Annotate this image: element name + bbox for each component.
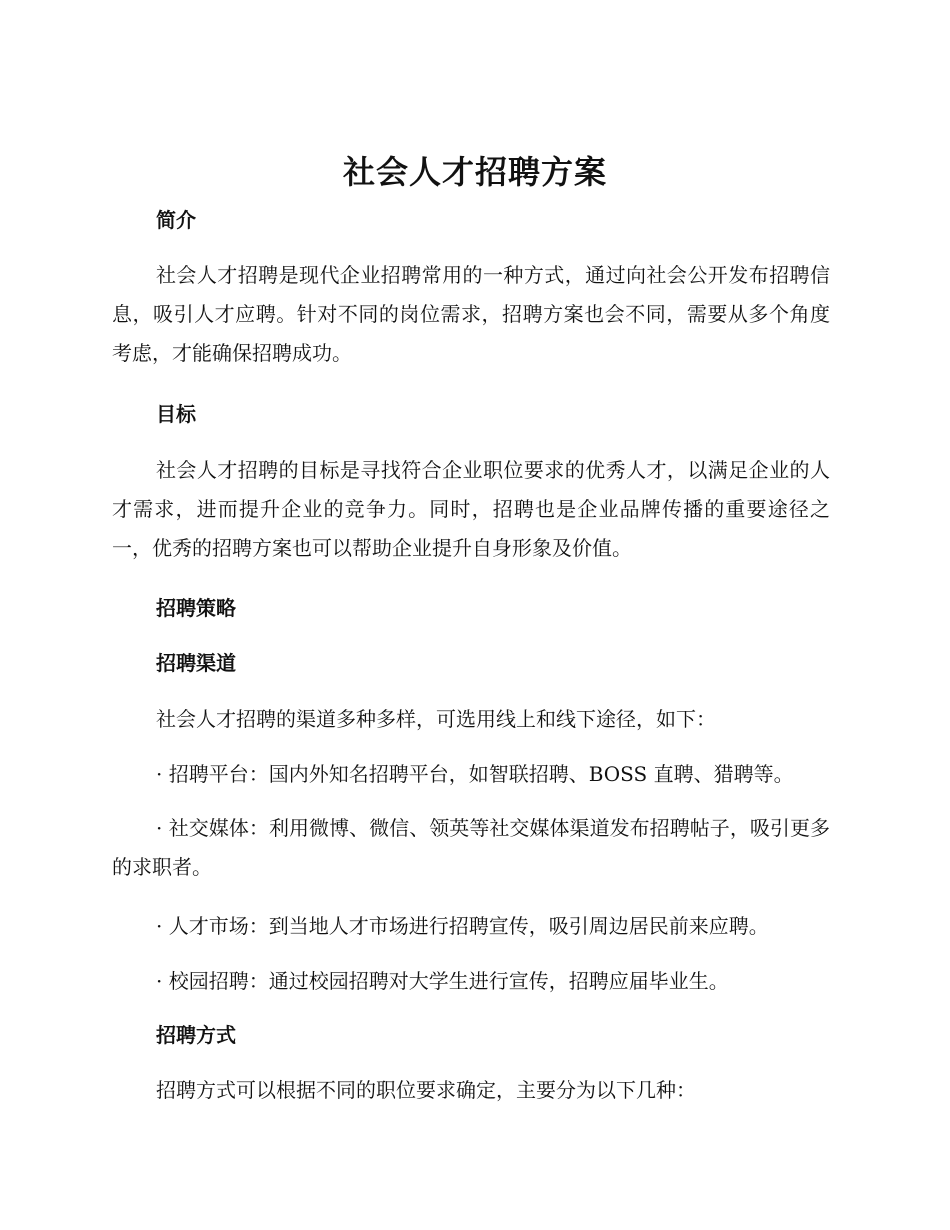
section-heading-channel: 招聘渠道 (156, 651, 236, 675)
list-item-social-media: · 社交媒体：利用微博、微信、领英等社交媒体渠道发布招聘帖子，吸引更多的求职者。 (112, 816, 830, 879)
document-title: 社会人才招聘方案 (342, 153, 607, 191)
list-item-talent-market: · 人才市场：到当地人才市场进行招聘宣传，吸引周边居民前来应聘。 (156, 914, 769, 938)
list-item-platform: · 招聘平台：国内外知名招聘平台，如智联招聘、BOSS 直聘、猎聘等。 (156, 762, 794, 786)
section-heading-goal: 目标 (156, 402, 196, 426)
section-heading-strategy: 招聘策略 (156, 596, 236, 620)
paragraph-channel-intro: 社会人才招聘的渠道多种多样，可选用线上和线下途径，如下： (156, 707, 716, 731)
paragraph-intro: 社会人才招聘是现代企业招聘常用的一种方式，通过向社会公开发布招聘信息，吸引人才应聘。针对不同的岗位需求，招聘方案也会不同，需要从多个角度考虑，才能确保招聘成功。 (112, 263, 830, 365)
section-heading-intro: 简介 (156, 208, 196, 232)
list-item-campus: · 校园招聘：通过校园招聘对大学生进行宣传，招聘应届毕业生。 (156, 969, 729, 993)
section-heading-method: 招聘方式 (156, 1023, 236, 1047)
paragraph-goal: 社会人才招聘的目标是寻找符合企业职位要求的优秀人才，以满足企业的人才需求，进而提升企业的竞争力。同时，招聘也是企业品牌传播的重要途径之一，优秀的招聘方案也可以帮助企业提升自身形象及价值。 (112, 458, 830, 560)
paragraph-method-intro: 招聘方式可以根据不同的职位要求确定，主要分为以下几种： (156, 1078, 696, 1102)
